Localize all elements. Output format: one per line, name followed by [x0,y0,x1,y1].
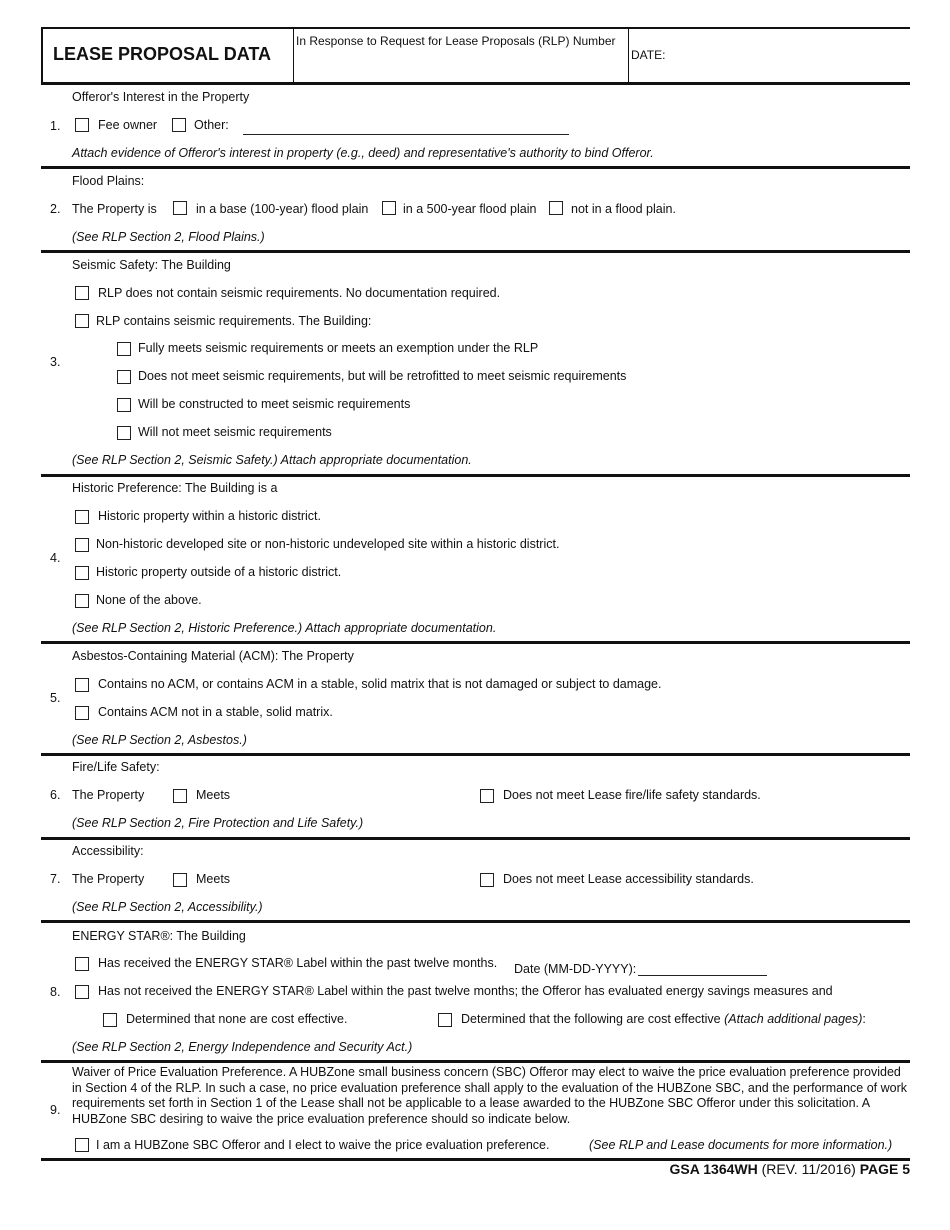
s9-note: (See RLP and Lease documents for more information.) [589,1138,893,1152]
s1-heading: Offeror's Interest in the Property [72,90,250,104]
s6-note: (See RLP Section 2, Fire Protection and Life Safety.) [72,816,364,830]
s1-note: Attach evidence of Offeror's interest in property (e.g., deed) and representative's authority to bind Offeror. [72,146,654,160]
s3-heading: Seismic Safety: The Building [72,258,231,272]
fee-owner-checkbox[interactable] [75,118,89,132]
s7-heading: Accessibility: [72,844,144,858]
other-checkbox[interactable] [172,118,186,132]
energystar-received-label: Has received the ENERGY STAR® Label within the past twelve months. [98,956,498,970]
s8-number: 8. [50,985,61,999]
s6-heading: Fire/Life Safety: [72,760,160,774]
hubzone-waive-checkbox[interactable] [75,1138,89,1152]
seismic-none-label: RLP does not contain seismic requirements. No documentation required. [98,286,501,300]
section-rule [41,920,910,923]
section-rule [41,474,910,477]
acm-none-checkbox[interactable] [75,678,89,692]
hubzone-waive-label: I am a HUBZone SBC Offeror and I elect to waive the price evaluation preference. [96,1138,550,1152]
header-divider-1 [293,27,294,83]
s7-number: 7. [50,872,61,886]
rlp-number-field[interactable] [296,52,626,80]
access-not-meets-label: Does not meet Lease accessibility standards. [503,872,754,886]
seismic-fully-meets-checkbox[interactable] [117,342,131,356]
s2-heading: Flood Plains: [72,174,145,188]
s9-number: 9. [50,1103,61,1117]
non-historic-checkbox[interactable] [75,538,89,552]
s2-note: (See RLP Section 2, Flood Plains.) [72,230,265,244]
s2-number: 2. [50,202,61,216]
s8-note: (See RLP Section 2, Energy Independence and Security Act.) [72,1040,413,1054]
seismic-contains-checkbox[interactable] [75,314,89,328]
other-input-line[interactable] [243,134,569,135]
section-rule [41,166,910,169]
energystar-not-received-checkbox[interactable] [75,985,89,999]
fire-meets-label: Meets [196,788,231,802]
historic-outside-checkbox[interactable] [75,566,89,580]
energystar-date-label: Date (MM-DD-YYYY): [514,962,637,976]
section-rule [41,1060,910,1063]
date-field[interactable] [670,40,908,76]
historic-none-checkbox[interactable] [75,594,89,608]
seismic-contains-label: RLP contains seismic requirements. The Building: [96,314,372,328]
historic-within-checkbox[interactable] [75,510,89,524]
section-rule [41,250,910,253]
rlp-number-label: In Response to Request for Lease Proposals (RLP) Number [296,34,616,48]
s8-heading: ENERGY STAR®: The Building [72,929,246,943]
acm-unstable-label: Contains ACM not in a stable, solid matrix. [98,705,333,719]
s9-paragraph: Waiver of Price Evaluation Preference. A HUBZone small business concern (SBC) Offeror may elect to waive the price evaluation preference provided in Section 4 of the RLP. In such a case, no price evaluation preference shall apply to the evaluation of the HUBZone SBC, and the performance of work requirements set forth in Section 1 of the Lease shall not be applicable to a lease awarded to the HUBZone SBC Offeror under this solicitation. A HUBZone SBC desiring to waive the price evaluation preference should so indicate below. [72,1065,907,1126]
historic-none-label: None of the above. [96,593,202,607]
flood-500yr-checkbox[interactable] [382,201,396,215]
s7-lead: The Property [72,872,145,886]
fire-not-meets-label: Does not meet Lease fire/life safety standards. [503,788,761,802]
fire-meets-checkbox[interactable] [173,789,187,803]
fee-owner-label: Fee owner [98,118,158,132]
following-cost-effective-checkbox[interactable] [438,1013,452,1027]
form-footer: GSA 1364WH (REV. 11/2016) PAGE 5 [669,1161,910,1177]
flood-100yr-checkbox[interactable] [173,201,187,215]
s1-number: 1. [50,119,61,133]
form-title: LEASE PROPOSAL DATA [53,44,272,64]
seismic-constructed-checkbox[interactable] [117,398,131,412]
flood-500yr-label: in a 500-year flood plain [403,202,537,216]
section-rule [41,837,910,840]
access-meets-label: Meets [196,872,231,886]
acm-none-label: Contains no ACM, or contains ACM in a stable, solid matrix that is not damaged or subject to damage. [98,677,662,691]
s6-lead: The Property [72,788,145,802]
s3-note: (See RLP Section 2, Seismic Safety.) Attach appropriate documentation. [72,453,472,467]
s6-number: 6. [50,788,61,802]
seismic-none-checkbox[interactable] [75,286,89,300]
not-flood-label: not in a flood plain. [571,202,676,216]
not-flood-checkbox[interactable] [549,201,563,215]
s5-note: (See RLP Section 2, Asbestos.) [72,733,247,747]
energystar-received-checkbox[interactable] [75,957,89,971]
non-historic-label: Non-historic developed site or non-historic undeveloped site within a historic district. [96,537,560,551]
header-top-rule [41,27,910,29]
header-left-border [41,27,43,83]
other-label: Other: [194,118,229,132]
access-meets-checkbox[interactable] [173,873,187,887]
header-divider-2 [628,27,629,83]
section-rule [41,753,910,756]
historic-outside-label: Historic property outside of a historic district. [96,565,342,579]
section-rule [41,82,910,85]
energystar-not-received-label: Has not received the ENERGY STAR® Label within the past twelve months; the Offeror has evaluated energy savings measures and [98,984,833,998]
seismic-fully-meets-label: Fully meets seismic requirements or meets an exemption under the RLP [138,341,539,355]
acm-unstable-checkbox[interactable] [75,706,89,720]
s5-heading: Asbestos-Containing Material (ACM): The Property [72,649,354,663]
s7-note: (See RLP Section 2, Accessibility.) [72,900,263,914]
date-label: DATE: [631,48,666,62]
s4-number: 4. [50,551,61,565]
s4-heading: Historic Preference: The Building is a [72,481,278,495]
s3-number: 3. [50,355,61,369]
s4-note: (See RLP Section 2, Historic Preference.) Attach appropriate documentation. [72,621,497,635]
fire-not-meets-checkbox[interactable] [480,789,494,803]
none-cost-effective-label: Determined that none are cost effective. [126,1012,348,1026]
flood-100yr-label: in a base (100-year) flood plain [196,202,369,216]
seismic-constructed-label: Will be constructed to meet seismic requirements [138,397,411,411]
s5-number: 5. [50,691,61,705]
seismic-not-meet-label: Will not meet seismic requirements [138,425,332,439]
none-cost-effective-checkbox[interactable] [103,1013,117,1027]
section-rule [41,641,910,644]
energystar-date-field[interactable] [638,975,767,976]
historic-within-label: Historic property within a historic district. [98,509,321,523]
access-not-meets-checkbox[interactable] [480,873,494,887]
seismic-retrofit-checkbox[interactable] [117,370,131,384]
following-cost-effective-label: Determined that the following are cost effective (Attach additional pages): [461,1012,866,1026]
s2-lead: The Property is [72,202,157,216]
seismic-not-meet-checkbox[interactable] [117,426,131,440]
seismic-retrofit-label: Does not meet seismic requirements, but will be retrofitted to meet seismic requirements [138,369,627,383]
